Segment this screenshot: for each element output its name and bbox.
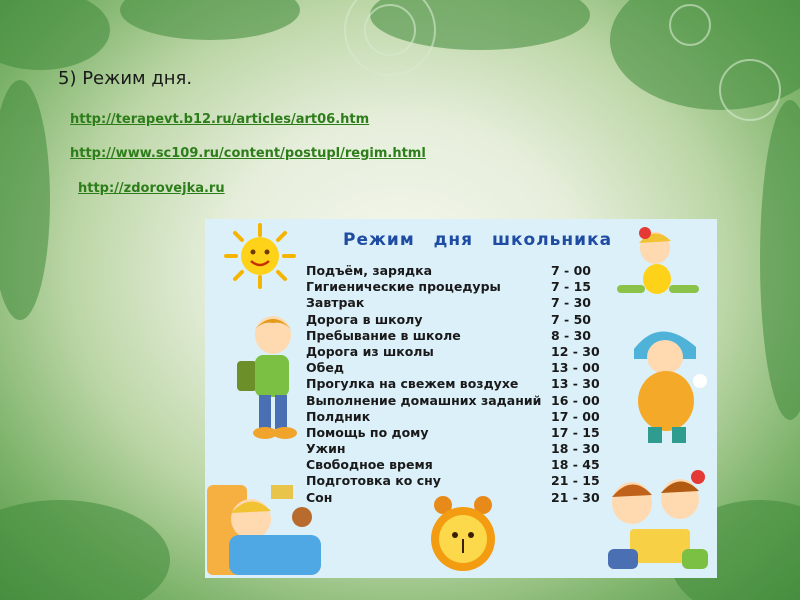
schedule-row: [306, 409, 611, 425]
schedule-row: [306, 393, 611, 409]
activity: Сон: [306, 489, 333, 505]
activity: Гигиенические процедуры: [306, 279, 501, 295]
time: 12 - 30: [551, 343, 600, 359]
schedule-row: [306, 312, 611, 328]
activity: Подъём, зарядка: [306, 263, 433, 278]
schedule-row: [306, 490, 611, 506]
schedule-row: [306, 473, 611, 489]
activity: Полдник: [306, 408, 371, 424]
time: 18 - 45: [551, 457, 600, 473]
time: 7 - 00: [551, 263, 591, 278]
time: 17 - 15: [551, 424, 600, 440]
alarm-clock-icon: [423, 495, 503, 577]
activity: Обед: [306, 360, 344, 376]
schedule-row: [306, 376, 611, 392]
schedule-row: [306, 263, 611, 279]
slide-heading: 5) Режим дня.: [58, 68, 193, 89]
schedule-row: [306, 295, 611, 311]
time: 16 - 00: [551, 392, 600, 408]
schedule-row: [306, 425, 611, 441]
activity: Свободное время: [306, 457, 433, 473]
poster-title: Режим дня школьника: [343, 230, 613, 250]
activity: Выполнение домашних заданий: [306, 392, 542, 408]
activity: Подготовка ко сну: [306, 473, 441, 489]
time: 7 - 30: [551, 295, 591, 311]
time: 7 - 15: [551, 279, 591, 295]
activity: Помощь по дому: [306, 424, 429, 440]
time: 17 - 00: [551, 408, 600, 424]
winter-girl-icon: [620, 319, 715, 449]
time: 8 - 30: [551, 327, 591, 343]
sun-icon: [220, 221, 300, 291]
girl-exercising-icon: [615, 223, 710, 308]
time: 21 - 30: [551, 489, 600, 505]
schoolboy-icon: [225, 311, 315, 446]
time: 13 - 00: [551, 360, 600, 376]
schedule-list: [306, 263, 611, 506]
kids-reading-icon: [600, 463, 715, 578]
time: 7 - 50: [551, 311, 591, 327]
link-terapevt[interactable]: http://terapevt.b12.ru/articles/art06.htm: [70, 112, 370, 127]
schedule-row: [306, 441, 611, 457]
activity: Прогулка на свежем воздухе: [306, 376, 519, 392]
schedule-row: [306, 344, 611, 360]
time: 21 - 15: [551, 473, 600, 489]
schedule-row: [306, 279, 611, 295]
activity: Пребывание в школе: [306, 327, 461, 343]
activity: Завтрак: [306, 295, 365, 311]
activity: Ужин: [306, 441, 346, 457]
time: 13 - 30: [551, 376, 600, 392]
schedule-row: [306, 360, 611, 376]
activity: Дорога из школы: [306, 343, 434, 359]
schedule-row: [306, 328, 611, 344]
activity: Дорога в школу: [306, 311, 423, 327]
link-zdorovejka[interactable]: http://zdorovejka.ru: [78, 181, 225, 196]
link-sc109[interactable]: http://www.sc109.ru/content/postupl/regim.html: [70, 146, 426, 161]
time: 18 - 30: [551, 441, 600, 457]
schedule-row: [306, 457, 611, 473]
